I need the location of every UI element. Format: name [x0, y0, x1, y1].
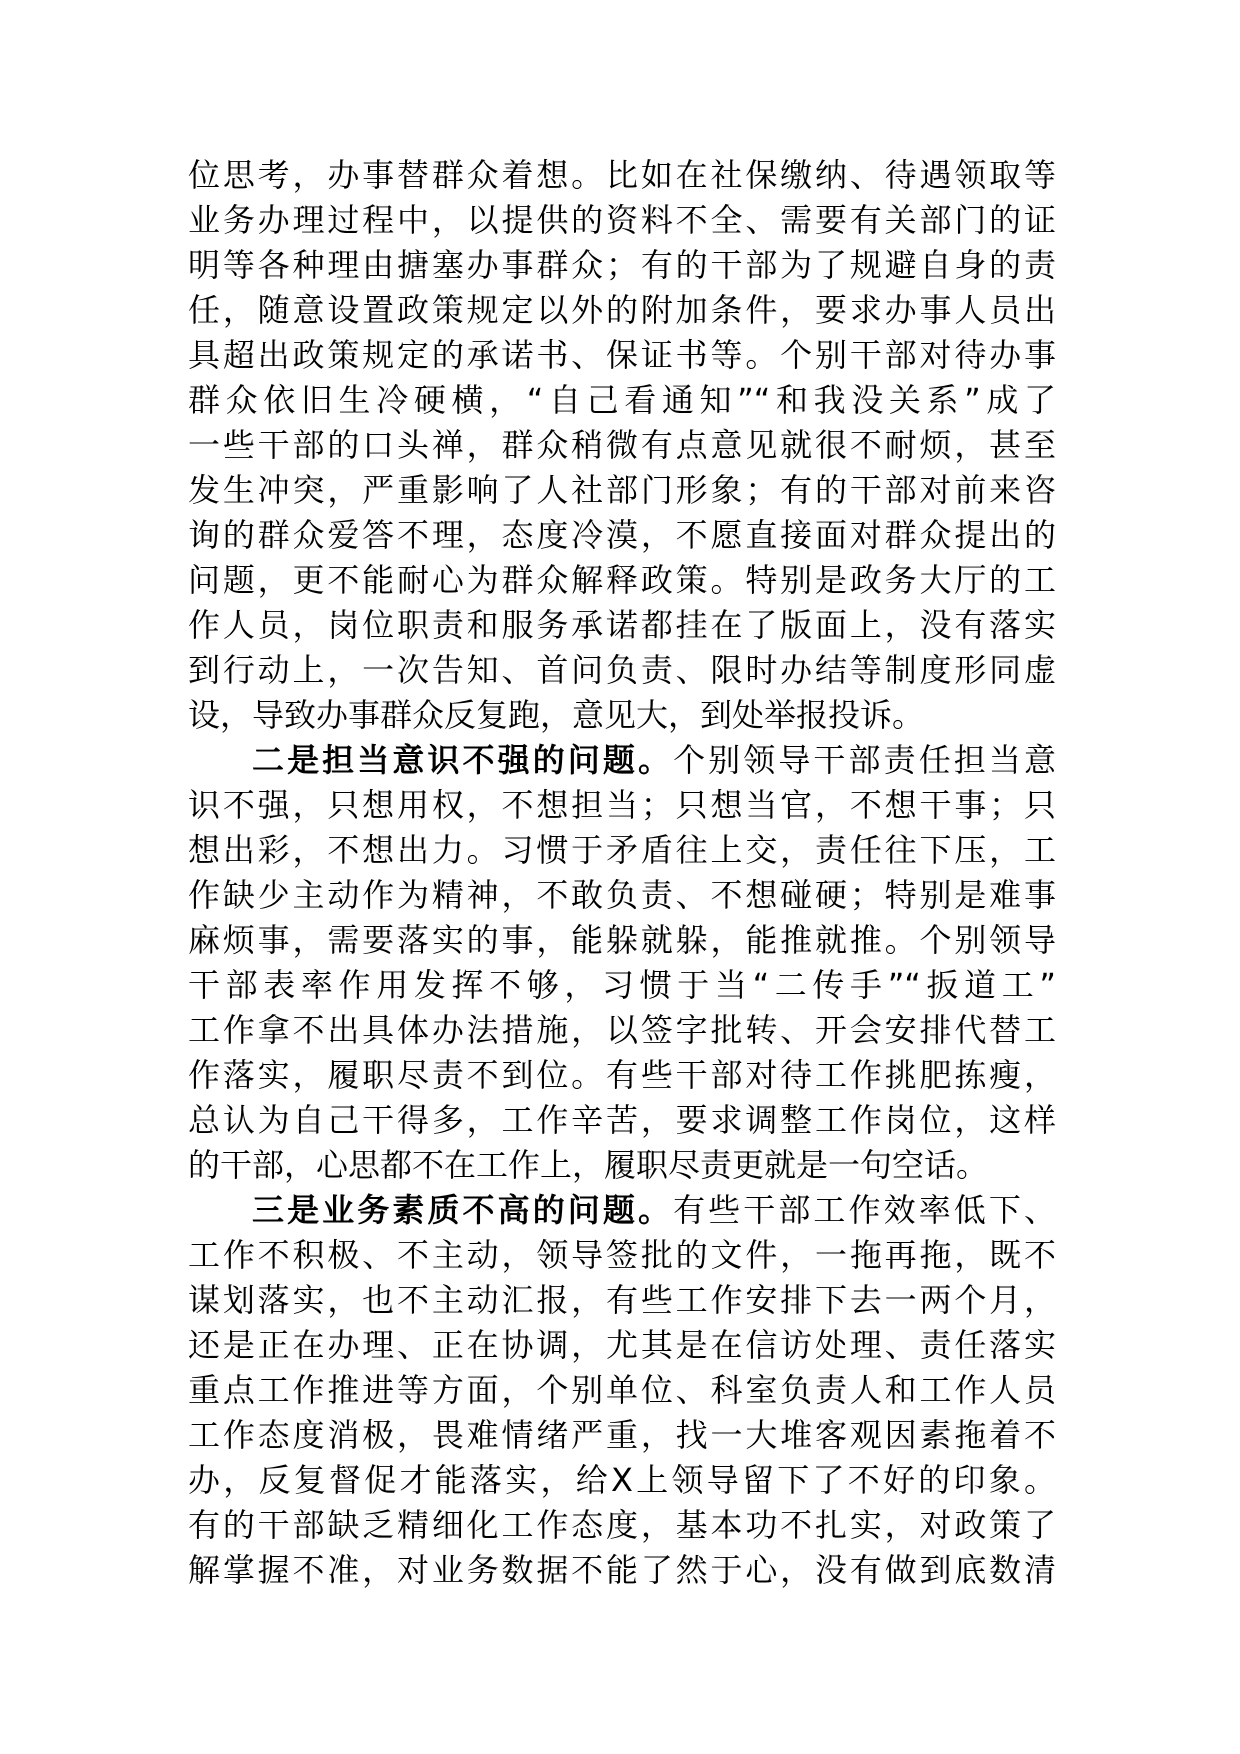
- paragraph-first-line-text: 有些干部工作效率低下、: [673, 1191, 1056, 1229]
- text-line: 业务办理过程中，以提供的资料不全、需要有关部门的证: [188, 201, 1056, 239]
- text-line: 具超出政策规定的承诺书、保证书等。个别干部对待办事: [188, 336, 1056, 374]
- paragraph-heading: 三是业务素质不高的问题。: [252, 1191, 674, 1229]
- text-line: 的干部，心思都不在工作上，履职尽责更就是一句空话。: [188, 1146, 989, 1184]
- paragraph-first-line-text: 个别领导干部责任担当意: [673, 741, 1056, 779]
- text-line: 作缺少主动作为精神，不敢负责、不想碰硬；特别是难事: [188, 876, 1056, 914]
- text-line: 麻烦事，需要落实的事，能躲就躲，能推就推。个别领导: [188, 921, 1056, 959]
- paragraph-heading: 二是担当意识不强的问题。: [252, 741, 674, 779]
- text-line: 办，反复督促才能落实，给X上领导留下了不好的印象。: [188, 1461, 1056, 1499]
- text-line: 设，导致办事群众反复跑，意见大，到处举报投诉。: [188, 696, 925, 734]
- text-line: 到行动上，一次告知、首问负责、限时办结等制度形同虚: [188, 651, 1056, 689]
- text-line: 工作态度消极，畏难情绪严重，找一大堆客观因素拖着不: [188, 1416, 1056, 1454]
- text-line: 还是正在办理、正在协调，尤其是在信访处理、责任落实: [188, 1326, 1056, 1364]
- text-line: 工作不积极、不主动，领导签批的文件，一拖再拖，既不: [188, 1236, 1056, 1274]
- text-line: 重点工作推进等方面，个别单位、科室负责人和工作人员: [188, 1371, 1056, 1409]
- text-line: 作人员，岗位职责和服务承诺都挂在了版面上，没有落实: [188, 606, 1056, 644]
- text-line: 一些干部的口头禅，群众稍微有点意见就很不耐烦，甚至: [188, 426, 1056, 464]
- text-line: 问题，更不能耐心为群众解释政策。特别是政务大厅的工: [188, 561, 1056, 599]
- paragraph-two: [188, 738, 1056, 1188]
- text-line: 想出彩，不想出力。习惯于矛盾往上交，责任往下压，工: [188, 831, 1056, 869]
- paragraph-three: [188, 1188, 1056, 1593]
- text-line: 询的群众爱答不理，态度冷漠，不愿直接面对群众提出的: [188, 516, 1056, 554]
- paragraph-continued: [188, 153, 1056, 738]
- text-line: 明等各种理由搪塞办事群众；有的干部为了规避自身的责: [188, 246, 1056, 284]
- text-line: 任，随意设置政策规定以外的附加条件，要求办事人员出: [188, 291, 1056, 329]
- text-line: 识不强，只想用权，不想担当；只想当官，不想干事；只: [188, 786, 1056, 824]
- text-line: 干部表率作用发挥不够，习惯于当“二传手”“扳道工”: [188, 966, 1056, 1004]
- text-line: 工作拿不出具体办法措施，以签字批转、开会安排代替工: [188, 1011, 1056, 1049]
- text-line: 作落实，履职尽责不到位。有些干部对待工作挑肥拣瘦，: [188, 1056, 1056, 1094]
- paragraph-first-line: [188, 738, 1056, 783]
- document-body: [188, 153, 1056, 1593]
- text-line: 群众依旧生冷硬横，“自己看通知”“和我没关系”成了: [188, 381, 1056, 419]
- text-line: 解掌握不准，对业务数据不能了然于心，没有做到底数清: [188, 1551, 1056, 1589]
- text-line: 位思考，办事替群众着想。比如在社保缴纳、待遇领取等: [188, 156, 1056, 194]
- text-line: 谋划落实，也不主动汇报，有些工作安排下去一两个月，: [188, 1281, 1056, 1319]
- text-line: 发生冲突，严重影响了人社部门形象；有的干部对前来咨: [188, 471, 1056, 509]
- text-line: 总认为自己干得多，工作辛苦，要求调整工作岗位，这样: [188, 1101, 1056, 1139]
- paragraph-first-line: [188, 1188, 1056, 1233]
- text-line: 有的干部缺乏精细化工作态度，基本功不扎实，对政策了: [188, 1506, 1056, 1544]
